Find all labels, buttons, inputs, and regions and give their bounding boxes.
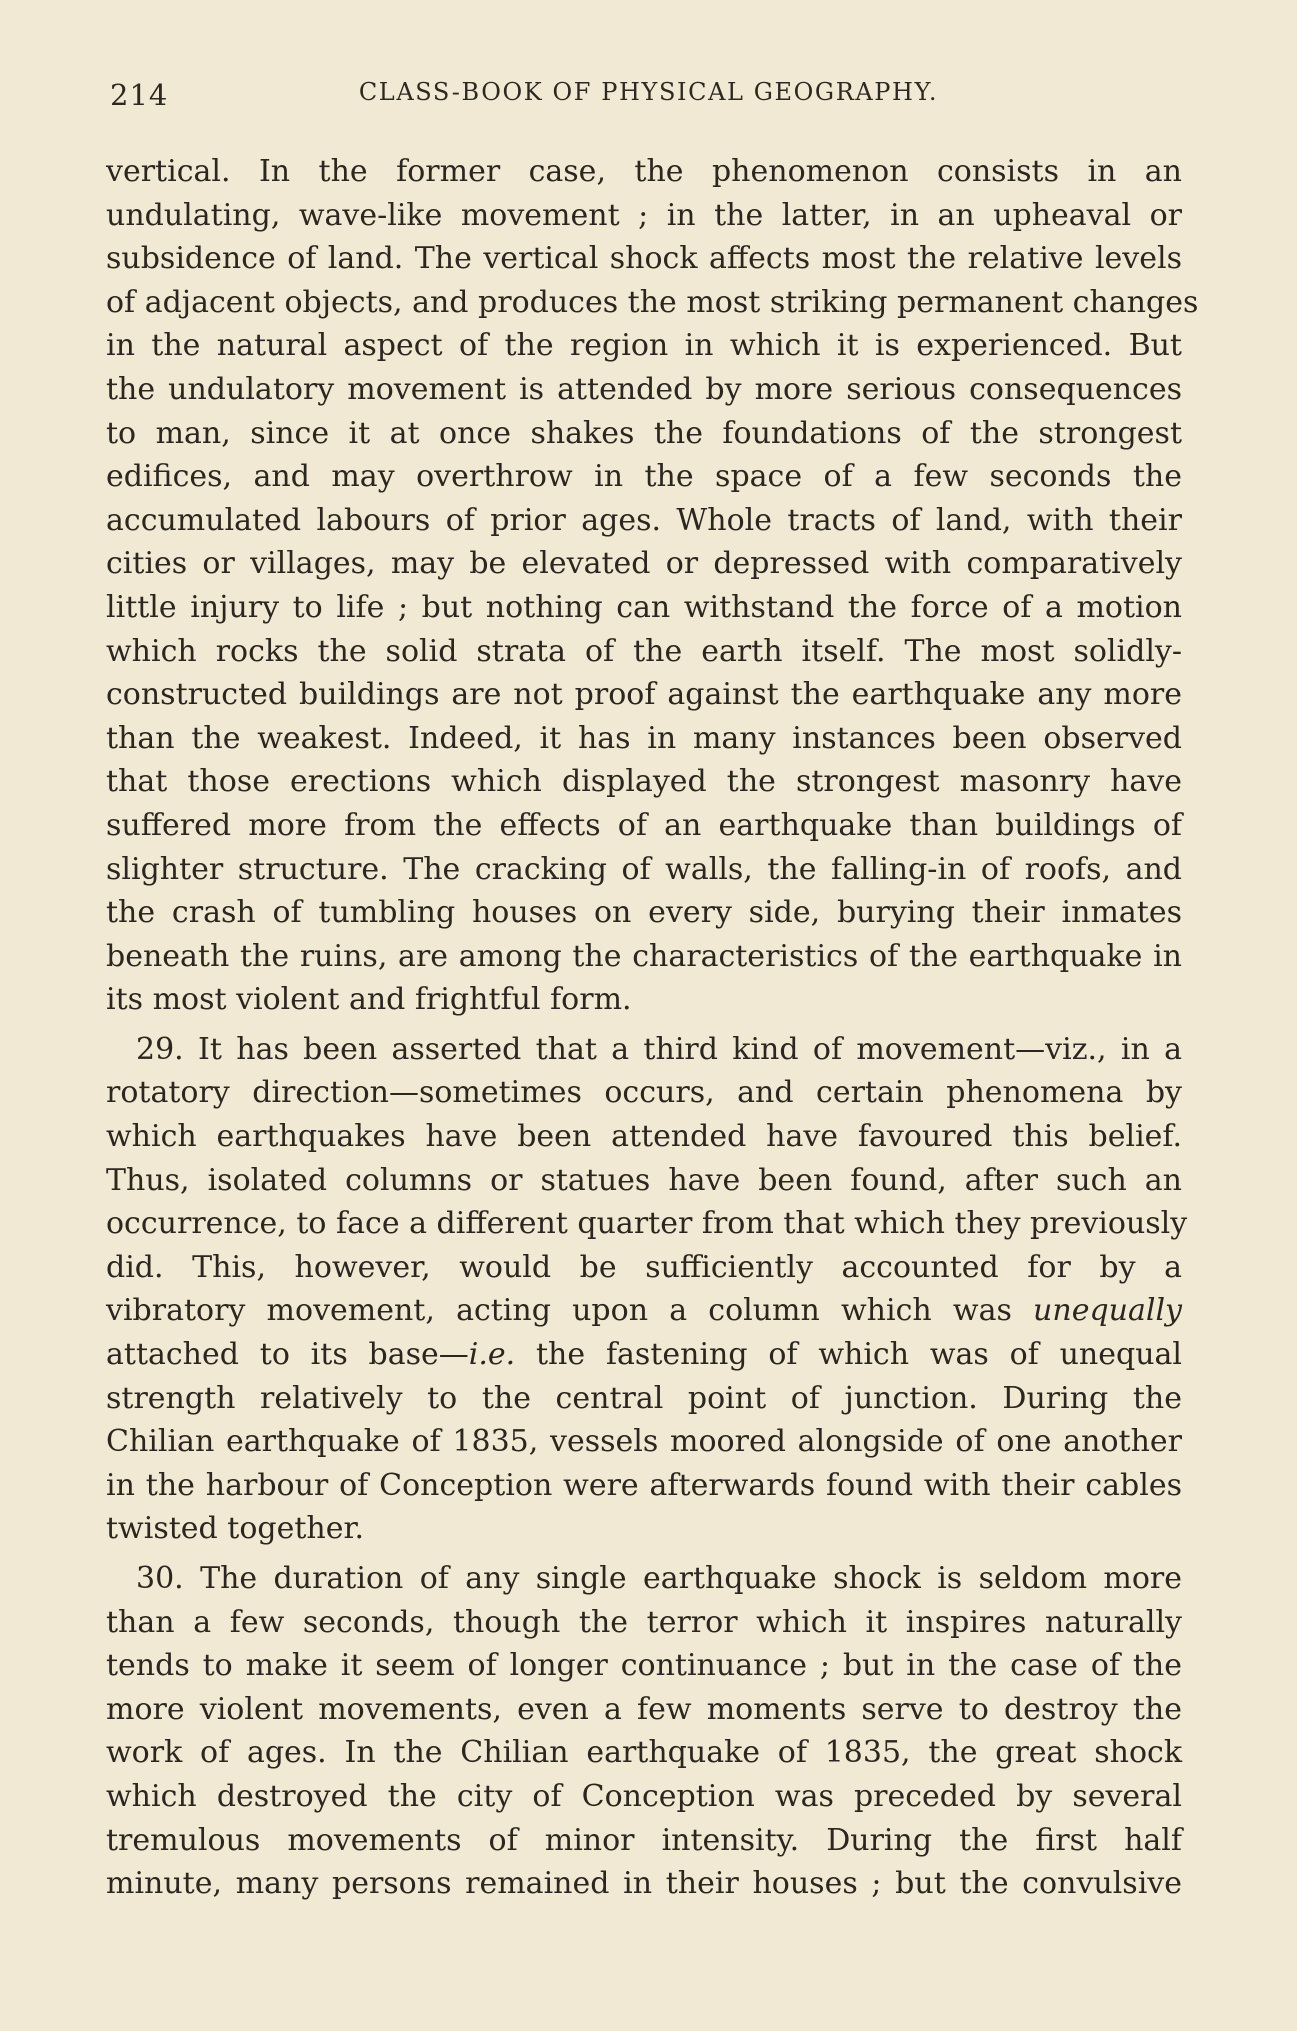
text-line: than the weakest. Indeed, it has in many instances been observed [106, 720, 1182, 756]
page-header [110, 78, 1187, 118]
text-line [106, 1289, 1182, 1333]
text-line: edifices, and may overthrow in the space of a few seconds the [106, 459, 1182, 495]
text-line: than a few seconds, though the terror which it inspires naturally [106, 1604, 1182, 1640]
text-run: attached to its base— [106, 1337, 469, 1373]
text-line: minute, many persons remained in their houses ; but the convulsive [106, 1866, 1182, 1902]
italic-word: unequally [1033, 1293, 1182, 1329]
text-line: that those erections which displayed the strongest masonry have [106, 764, 1182, 800]
text-line: which earthquakes have been attended have favoured this belief. [106, 1119, 1182, 1155]
text-line: work of ages. In the Chilian earthquake of 1835, the great shock [106, 1735, 1182, 1771]
text-line: constructed buildings are not proof against the earthquake any more [106, 677, 1182, 713]
paragraph-28-continued [106, 150, 1199, 1022]
text-line: 30. The duration of any single earthquake shock is seldom more [136, 1561, 1182, 1596]
text-line: little injury to life ; but nothing can withstand the force of a motion [106, 589, 1182, 625]
text-line: in the natural aspect of the region in which it is experienced. But [106, 328, 1182, 364]
text-line: to man, since it at once shakes the foundations of the strongest [106, 415, 1182, 451]
text-line: occurrence, to face a different quarter from that which they previously [106, 1206, 1188, 1242]
paragraph-30 [106, 1557, 1182, 1906]
text-line: twisted together. [106, 1511, 365, 1547]
text-line: which destroyed the city of Conception was preceded by several [106, 1778, 1182, 1814]
page-number: 214 [110, 78, 169, 112]
text-line: 29. It has been asserted that a third kind of movement—viz., in a [136, 1031, 1182, 1067]
text-line: in the harbour of Conception were afterwards found with their cables [106, 1467, 1182, 1503]
text-line: cities or villages, may be elevated or depressed with comparatively [106, 546, 1182, 582]
text-line: of adjacent objects, and produces the most striking permanent changes [106, 284, 1199, 320]
text-line: accumulated labours of prior ages. Whole tracts of land, with their [106, 502, 1182, 538]
text-line: vertical. In the former case, the phenomenon consists in an [106, 154, 1182, 189]
text-line: the undulatory movement is attended by more serious consequences [106, 371, 1182, 407]
text-line: Chilian earthquake of 1835, vessels moored alongside of one another [106, 1424, 1182, 1460]
body-text [106, 150, 1199, 1906]
text-line: beneath the ruins, are among the characteristics of the earthquake in [106, 938, 1182, 974]
text-run: vibratory movement, acting upon a column which was [106, 1293, 1034, 1329]
text-line: undulating, wave-like movement ; in the latter, in an upheaval or [106, 197, 1182, 233]
text-line: did. This, however, would be sufficiently accounted for by a [106, 1249, 1182, 1285]
text-line: Thus, isolated columns or statues have been found, after such an [106, 1162, 1182, 1198]
text-line [106, 1333, 1182, 1377]
text-run: the fastening of which was of unequal [515, 1337, 1182, 1373]
text-line: slighter structure. The cracking of walls, the falling-in of roofs, and [106, 851, 1182, 887]
text-line: tremulous movements of minor intensity. During the first half [106, 1822, 1182, 1858]
text-line: subsidence of land. The vertical shock affects most the relative levels [106, 241, 1182, 277]
text-line: more violent movements, even a few moments serve to destroy the [106, 1691, 1182, 1727]
running-head: CLASS-BOOK OF PHYSICAL GEOGRAPHY. [358, 78, 939, 106]
text-line: rotatory direction—sometimes occurs, and certain phenomena by [106, 1075, 1182, 1111]
italic-abbreviation: i.e. [468, 1337, 516, 1373]
text-line: tends to make it seem of longer continuance ; but in the case of the [106, 1648, 1182, 1684]
text-line: which rocks the solid strata of the earth itself. The most solidly- [106, 633, 1182, 669]
paragraph-29 [106, 1028, 1188, 1551]
text-line: strength relatively to the central point of junction. During the [106, 1380, 1182, 1416]
text-line: suffered more from the effects of an earthquake than buildings of [106, 807, 1182, 843]
text-line: its most violent and frightful form. [106, 982, 632, 1018]
text-line: the crash of tumbling houses on every side, burying their inmates [106, 895, 1182, 931]
